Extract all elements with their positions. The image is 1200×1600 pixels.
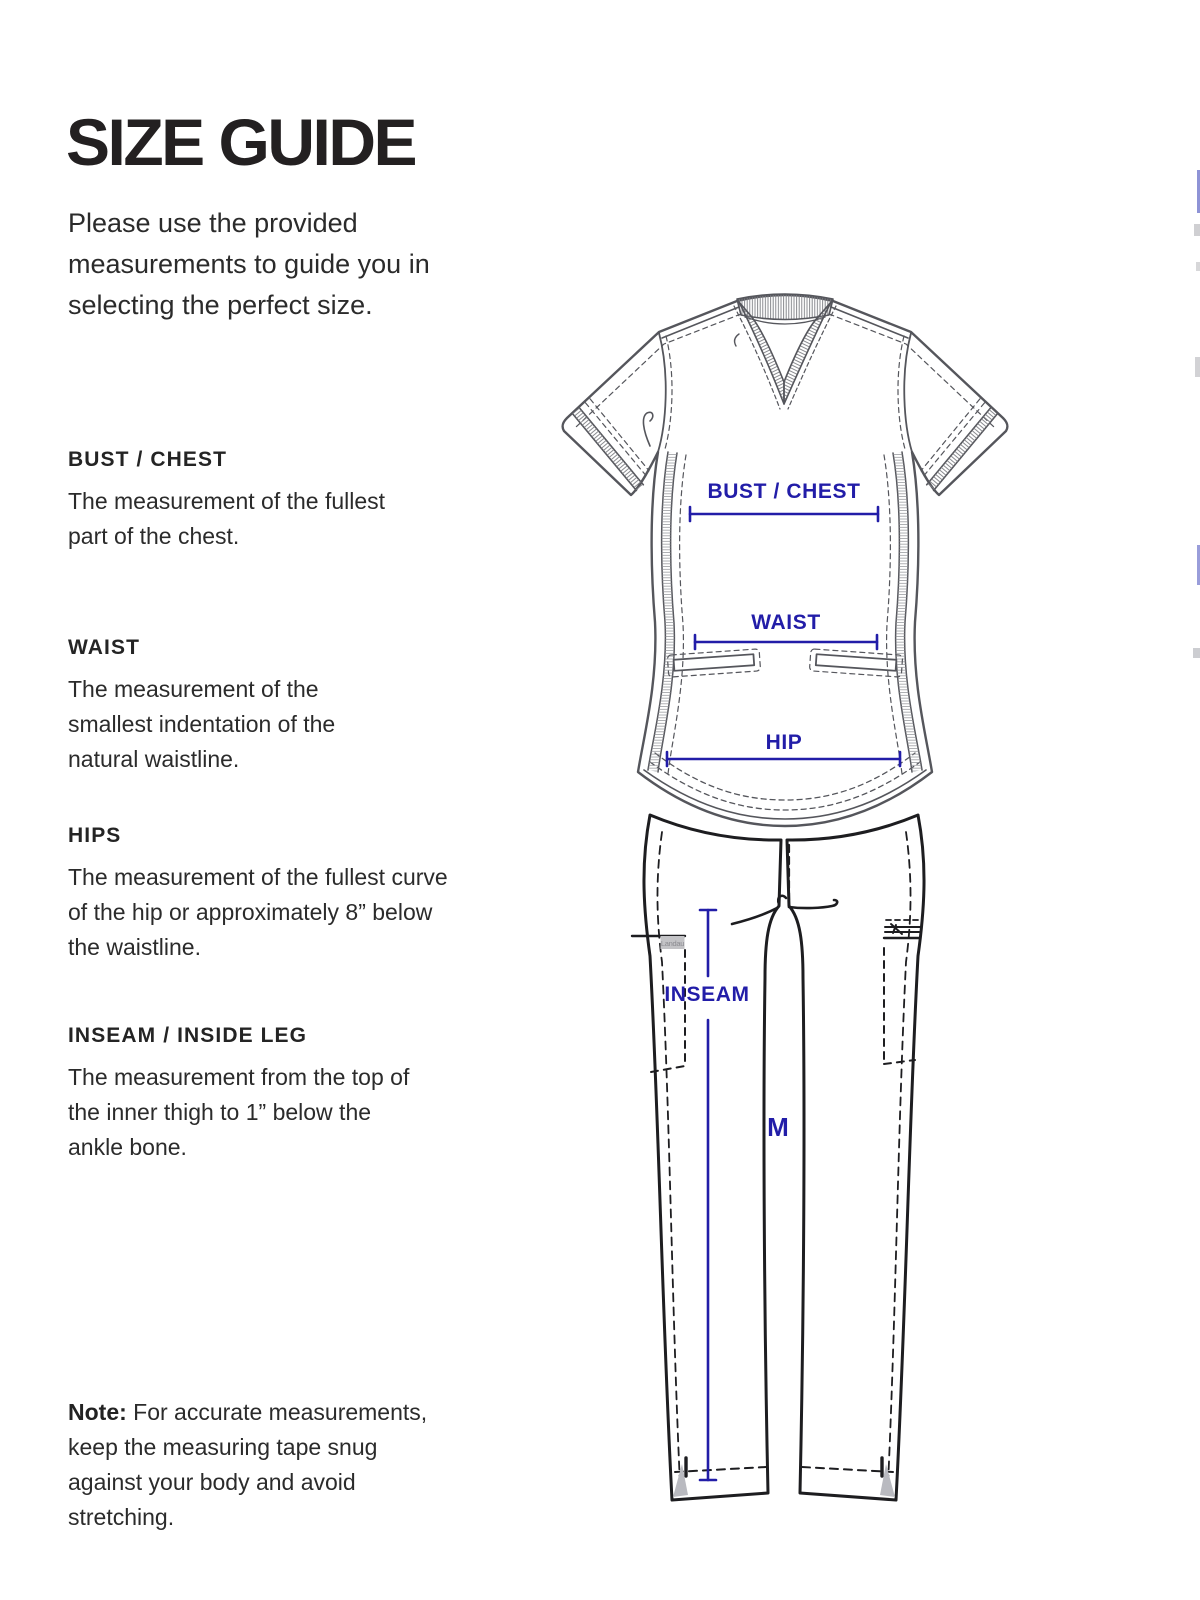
hip-measure-label: HIP <box>765 731 803 754</box>
page-edge-artifact <box>1196 262 1200 271</box>
pants-left-leg <box>644 815 781 1500</box>
pants-right-leg <box>787 815 924 1500</box>
brand-tag-text: Landau <box>660 939 685 948</box>
page-edge-artifact <box>1193 648 1200 658</box>
section-description: The measurement of the smallest indentation of the natural waistline. <box>68 676 336 772</box>
section-description: The measurement of the fullest part of the chest. <box>68 488 386 549</box>
waist-measure-label: WAIST <box>751 611 821 634</box>
section-bust-chest <box>68 448 388 554</box>
note-text: For accurate measurements, keep the measuring tape snug against your body and avoid stretching. <box>68 1399 428 1530</box>
section-description: The measurement of the fullest curve of the hip or approximately 8” below the waistline. <box>68 864 448 960</box>
section-title: INSEAM / INSIDE LEG <box>68 1024 308 1047</box>
measurement-note <box>68 1395 428 1535</box>
section-title: WAIST <box>68 636 140 659</box>
section-description: The measurement from the top of the inner thigh to 1” below the ankle bone. <box>68 1064 410 1160</box>
section-title: HIPS <box>68 824 122 847</box>
page-edge-artifact <box>1195 357 1200 377</box>
section-title: BUST / CHEST <box>68 448 228 471</box>
page-edge-artifact <box>1194 224 1200 236</box>
page-title: SIZE GUIDE <box>66 105 416 180</box>
scrub-pants-drawing <box>632 815 924 1500</box>
inseam-measure-label: INSEAM <box>664 983 750 1006</box>
bust-measure-label: BUST / CHEST <box>707 480 861 503</box>
section-hips <box>68 824 468 965</box>
size-letter-label: M <box>767 1112 789 1142</box>
section-inseam <box>68 1024 428 1165</box>
note-label: Note: <box>68 1399 127 1425</box>
intro-text: Please use the provided measurements to guide you in selecting the perfect size. <box>68 208 430 320</box>
section-waist <box>68 636 398 777</box>
